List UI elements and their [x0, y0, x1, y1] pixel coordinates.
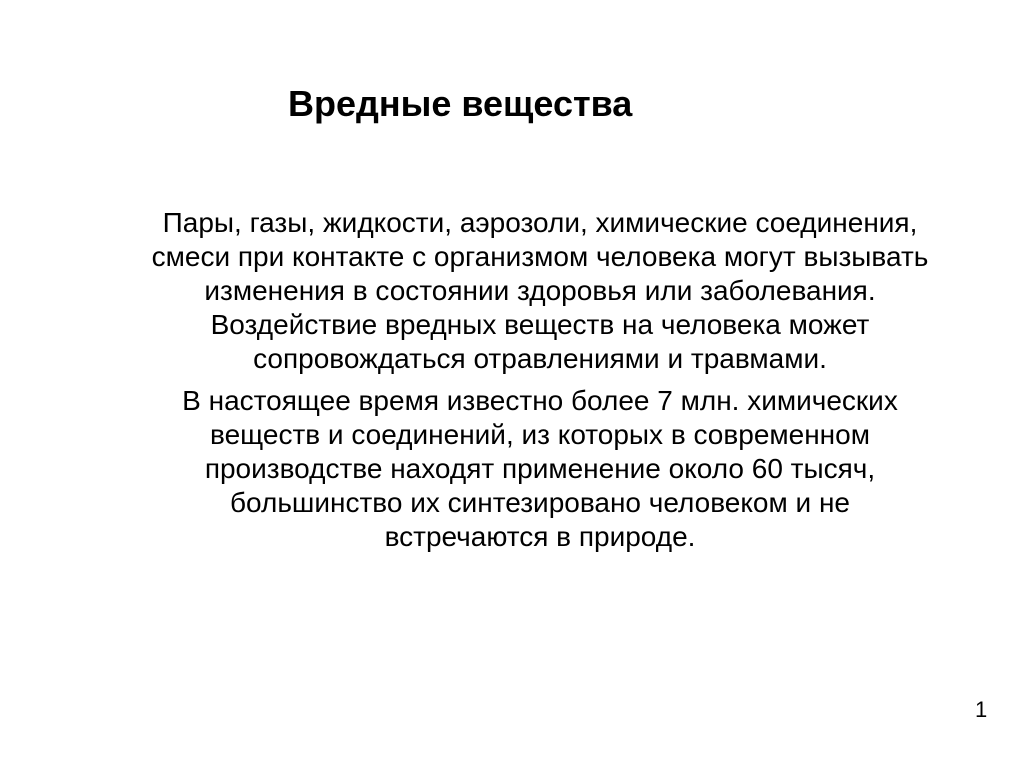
page-number: 1 — [975, 697, 988, 722]
paragraph-chemical-count: В настоящее время известно более 7 млн. химических веществ и соединений, из которых в современном производстве находят применение около 60 тысяч, большинство их синтезировано человеком и не встречаются в природе. — [182, 385, 898, 552]
slide-body — [150, 206, 930, 554]
paragraph-harmful-effects: Пары, газы, жидкости, аэрозоли, химические соединения, смеси при контакте с организмом человека могут вызывать изменения в состоянии здоровья или заболевания. Воздействие вредных веществ на человека может сопровождаться отравлениями и травмами. — [151, 207, 929, 374]
slide-title: Вредные вещества — [288, 83, 633, 124]
